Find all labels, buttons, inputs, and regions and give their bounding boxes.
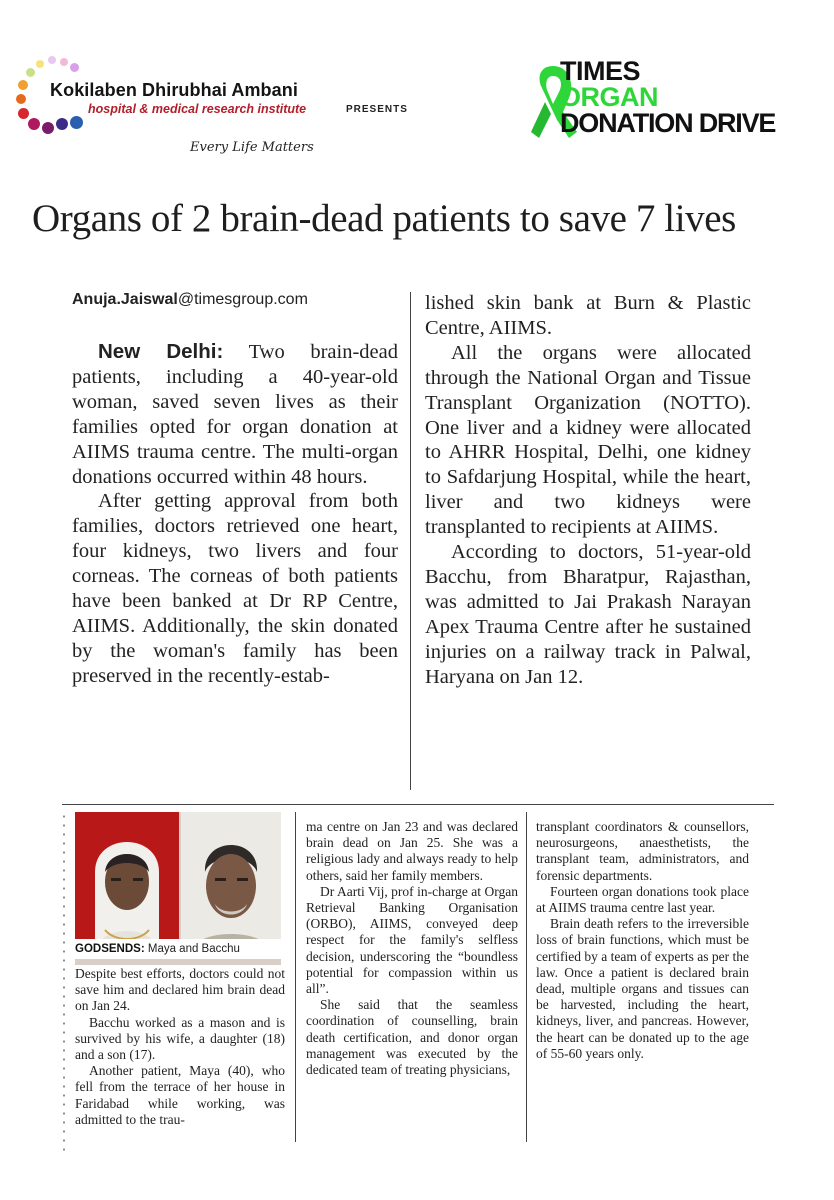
col2-paragraph-3: According to doctors, 51-year-old Bacchu, from Bharatpur, Rajasthan, was admitted to Jai Prakash Narayan Apex Trauma Centre after he sustained injuries on a railway track in Palwal, Haryana on Jan 12. [425,541,751,688]
byline-domain: @timesgroup.com [177,291,308,308]
caption-text: Maya and Bacchu [147,943,240,955]
campaign-title-drive: DONATION DRIVE [560,108,776,138]
col2-paragraph-2: All the organs were allocated through the National Organ and Tissue Transplant Organization (NOTTO). One liver and a kidney were allocated to AHRR Hospital, Delhi, one kidney to Safdarjung Hospital, while the heart, liver and two kidneys were transplanted to recipients at AIIMS. [425,341,751,539]
b2-paragraph-1: ma centre on Jan 23 and was declared brain dead on Jan 25. She was a religious lady and always ready to help others, said her family members. [306,819,518,883]
maya-photo [75,812,179,952]
bacchu-photo [181,812,281,952]
campaign-title-organ: ORGAN [560,82,658,112]
article-headline: Organs of 2 brain-dead patients to save 7 lives [32,197,736,240]
bottom-column-1 [75,966,285,1128]
bottom-divider-2 [526,812,527,1142]
woman-portrait-icon [75,812,179,952]
photo-caption [75,939,281,959]
b1-paragraph-2: Bacchu worked as a mason and is survived by his wife, a daughter (18) and a son (17). [75,1014,285,1063]
edge-dotted-rule [60,812,68,1152]
col1-paragraph-1-text: Two brain-dead patients, including a 40-year-old woman, saved seven lives as their families opted for organ donation at AIIMS trauma centre. The multi-organ donations occurred within 48 hours. [72,341,398,488]
b1-paragraph-3: Another patient, Maya (40), who fell from the terrace of her house in Faridabad while working, was admitted to the trau- [75,1063,285,1127]
b2-paragraph-2: Dr Aarti Vij, prof in-charge at Organ Retrieval Banking Organisation (ORBO), AIIMS, conveyed deep respect for the family's selfless decision, underscoring the “boundless potential for compassion within us all”. [306,883,518,997]
bottom-column-2 [306,819,518,1078]
campaign-title-times: TIMES [560,56,641,86]
col2-paragraph-1: lished skin bank at Burn & Plastic Centre, AIIMS. [425,292,751,339]
dateline: New Delhi: [98,340,224,363]
b3-paragraph-3: Brain death refers to the irreversible loss of brain functions, which must be certified by a team of experts as per the law. Once a patient is declared brain dead, multiple organs and tissues can be harvested, including the heart, kidneys, liver, and pancreas. However, the heart can be donated up to the age of 55-60 years only. [536,916,749,1061]
bottom-divider-1 [295,812,296,1142]
column-divider [410,292,411,790]
article-column-2 [425,291,751,690]
man-portrait-icon [181,812,281,952]
b3-paragraph-2: Fourteen organ donations took place at AIIMS trauma centre last year. [536,883,749,916]
col1-paragraph-2: After getting approval from both families, doctors retrieved one heart, four kidneys, two livers and four corneas. The corneas of both patients have been banked at Dr RP Centre, AIIMS. Additionally, the skin donated by the woman's family has been preserved in the recently-estab- [72,490,398,687]
hospital-tagline: Every Life Matters [190,140,314,155]
byline [72,291,308,309]
b1-paragraph-1: Despite best efforts, doctors could not save him and declared him brain dead on Jan 24. [75,966,285,1014]
byline-name: Anuja.Jaiswal [72,291,178,308]
b2-paragraph-3: She said that the seamless coordination of counselling, brain death certification, and donor organ management was executed by the dedicated team of treating physicians, [306,997,518,1078]
b3-paragraph-1: transplant coordinators & counsellors, neurosurgeons, anaesthetists, the transplant team, administrators, and forensic departments. [536,819,749,883]
caption-key: GODSENDS: [75,943,145,955]
article-column-1 [72,340,398,689]
section-divider [62,804,774,805]
hospital-name: Kokilaben Dhirubhai Ambani [50,80,298,100]
bottom-column-3 [536,819,749,1062]
col1-paragraph-1 [72,340,398,489]
hospital-subtitle: hospital & medical research institute [88,102,307,116]
presents-label: PRESENTS [346,104,408,115]
